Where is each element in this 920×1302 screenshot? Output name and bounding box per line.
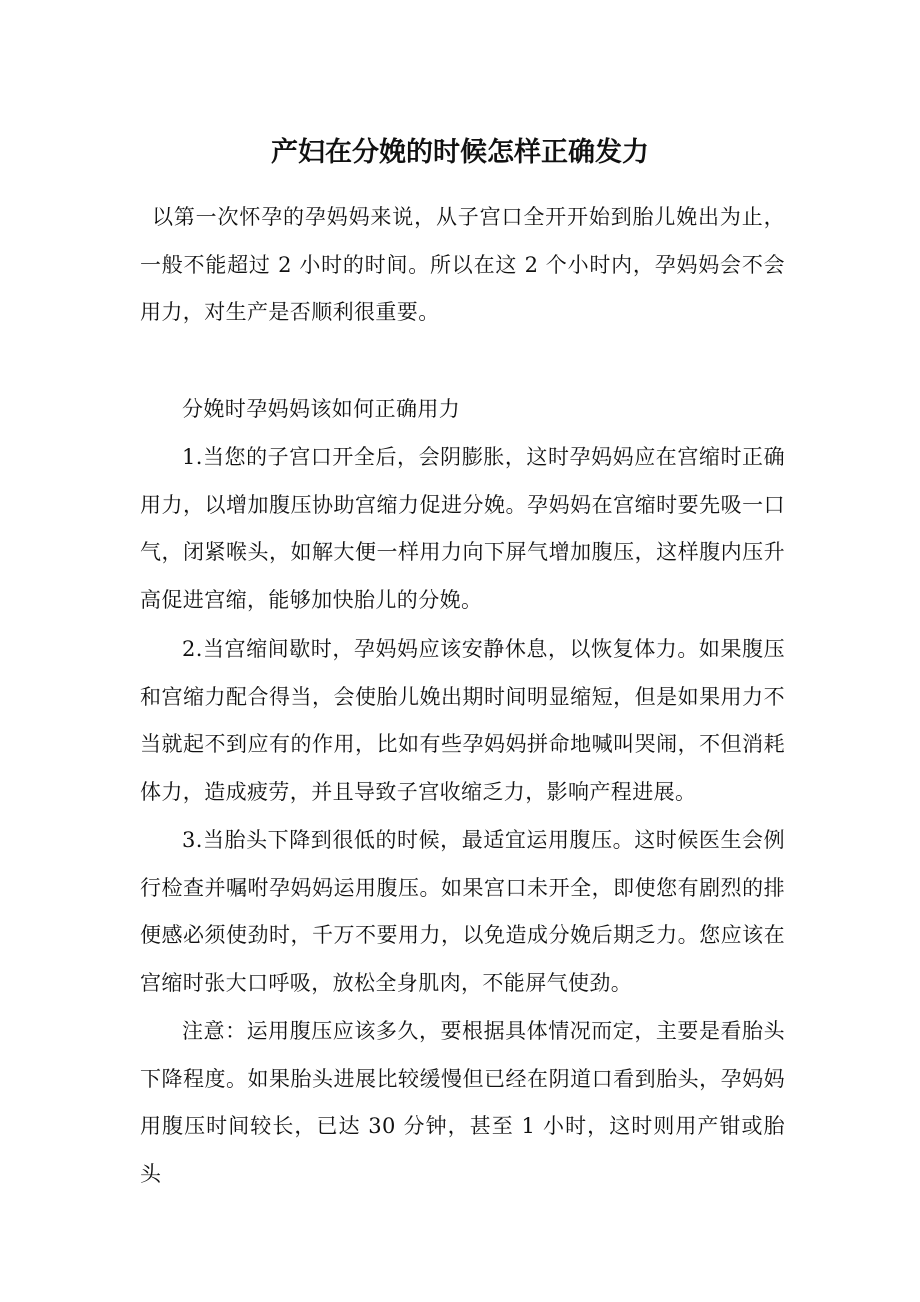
intro-paragraph: 以第一次怀孕的孕妈妈来说，从子宫口全开开始到胎儿娩出为止，一般不能超过 2 小时的时间。所以在这 2 个小时内，孕妈妈会不会用力，对生产是否顺利很重要。 bbox=[140, 205, 785, 324]
point-1-paragraph: 1.当您的子宫口开全后，会阴膨胀，这时孕妈妈应在宫缩时正确用力，以增加腹压协助宫缩力促进分娩。孕妈妈在宫缩时要先吸一口气，闭紧喉头，如解大便一样用力向下屏气增加腹压，这样腹内压升高促进宫缩，能够加快胎儿的分娩。 bbox=[140, 445, 785, 612]
document-title: 产妇在分娩的时候怎样正确发力 bbox=[271, 137, 649, 168]
section-subheading: 分娩时孕妈妈该如何正确用力 bbox=[182, 397, 461, 421]
note-paragraph: 注意：运用腹压应该多久，要根据具体情况而定，主要是看胎头下降程度。如果胎头进展比较缓慢但已经在阴道口看到胎头，孕妈妈用腹压时间较长，已达 30 分钟，甚至 1 小时，这时则用产钳或胎头 bbox=[140, 1019, 785, 1186]
point-2-paragraph: 2.当宫缩间歇时，孕妈妈应该安静休息，以恢复体力。如果腹压和宫缩力配合得当，会使胎儿娩出期时间明显缩短，但是如果用力不当就起不到应有的作用，比如有些孕妈妈拼命地喊叫哭闹，不但消耗体力，造成疲劳，并且导致子宫收缩乏力，影响产程进展。 bbox=[140, 637, 785, 804]
point-3-paragraph: 3.当胎头下降到很低的时候，最适宜运用腹压。这时候医生会例行检查并嘱咐孕妈妈运用腹压。如果宫口未开全，即使您有剧烈的排便感必须使劲时，千万不要用力，以免造成分娩后期乏力。您应该在宫缩时张大口呼吸，放松全身肌肉，不能屏气使劲。 bbox=[140, 828, 785, 995]
